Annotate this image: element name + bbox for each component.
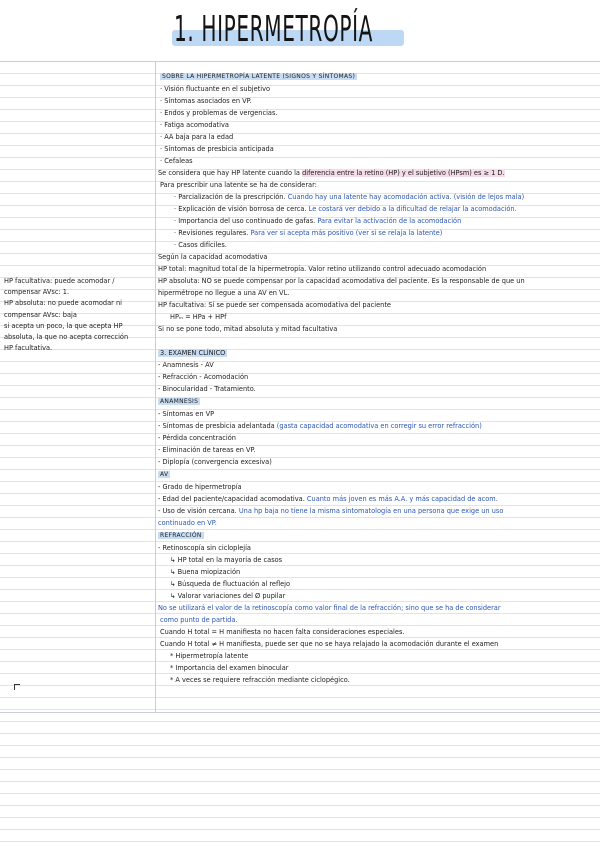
case-diff: Cuando H total ≠ H manifiesta, puede ser que no se haya relajado la acomodación durante el examen [160, 640, 499, 648]
hp-absolute-definition: HP absoluta: NO se puede compensar por la capacidad acomodativa del paciente. Es la responsable de que un [158, 277, 525, 285]
refraction-item: ↳ HP total en la mayoría de casos [170, 556, 283, 564]
refraction-item: ↳ Búsqueda de fluctuación al reflejo [170, 580, 291, 588]
sidebar-note: compensar AVsc: baja [4, 310, 77, 319]
footer-rule [0, 712, 600, 713]
formula-note: Si no se pone todo, mitad absoluta y mitad facultativa [158, 325, 338, 333]
prescribe-intro: Para prescribir una latente se ha de considerar: [160, 181, 317, 189]
sidebar-note: si acepta un poco, la que acepta HP [4, 321, 123, 330]
retino-note-cont: como punto de partida. [160, 616, 238, 624]
page-title-block [172, 4, 412, 60]
prescribe-item: · Casos difíciles. [174, 241, 227, 249]
latent-heading: SOBRE LA HIPERMETROPÍA LATENTE (SIGNOS Y SÍNTOMAS) [162, 73, 356, 80]
anamnesis-item: - Diplopía (convergencia excesiva) [158, 458, 272, 466]
main-notes [158, 70, 598, 686]
av-item: - Grado de hipermetropía [158, 483, 242, 491]
prescribe-item: · Importancia del uso continuado de gafas. Para evitar la activación de la acomodación [174, 217, 462, 225]
latent-item: · Endos y problemas de vergencias. [160, 109, 278, 117]
text-cursor-icon [14, 684, 20, 690]
latent-item: · AA baja para la edad [160, 133, 234, 141]
retino-note: No se utilizará el valor de la retinoscopía como valor final de la refracción; sino que se ha de considerar [158, 604, 501, 612]
accommodative-intro: Según la capacidad acomodativa [158, 253, 268, 261]
latent-item: · Fatiga acomodativa [160, 121, 229, 129]
hp-total-definition: HP total: magnitud total de la hipermetropía. Valor retino utilizando control adecuado acomodación [158, 265, 487, 273]
latent-rule: Se considera que hay HP latente cuando la diferencia entre la retino (HP) y el subjetivo (HPsm) es ≥ 1 D. [158, 169, 505, 177]
hp-absolute-definition-cont: hipermétrope no llegue a una AV en VL. [158, 289, 290, 297]
margin-rule [155, 62, 156, 712]
case-item: * Importancia del examen binocular [170, 664, 289, 672]
clinical-item: - Anamnesis - AV [158, 361, 214, 369]
latent-item: · Visión fluctuante en el subjetivo [160, 85, 271, 93]
latent-item: · Síntomas de presbicia anticipada [160, 145, 274, 153]
clinical-item: - Binocularidad - Tratamiento. [158, 385, 256, 393]
prescribe-item: · Revisiones regulares. Para ver si acepta más positivo (ver si se relaja la latente) [174, 229, 443, 237]
sidebar-notes [4, 276, 150, 354]
latent-rule-highlight: diferencia entre la retino (HP) y el subjetivo (HPsm) es ≥ 1 D. [302, 169, 505, 177]
anamnesis-item: - Síntomas de presbicia adelantada (gasta capacidad acomodativa en corregir su error refracción) [158, 422, 482, 430]
refraction-heading: REFRACCIÓN [160, 532, 202, 539]
prescribe-item: · Parcialización de la prescripción. Cuando hay una latente hay acomodación activa. (visión de lejos mala) [174, 193, 525, 201]
clinical-heading: 3. EXAMEN CLÍNICO [160, 349, 226, 357]
page-title: 1. HIPERMETROPÍA [174, 9, 374, 50]
refraction-item: ↳ Buena miopización [170, 568, 241, 576]
case-equal: Cuando H total = H manifiesta no hacen falta consideraciones especiales. [160, 628, 405, 636]
case-item: * A veces se requiere refracción mediante ciclopégico. [170, 676, 350, 684]
anamnesis-heading: ANAMNESIS [160, 398, 199, 405]
av-note-cont: continuado en VP. [158, 519, 217, 527]
prescribe-item: · Explicación de visión borrosa de cerca. Le costará ver debido a la dificultad de relajar la acomodación. [174, 205, 517, 213]
case-item: * Hipermetropía latente [170, 652, 249, 660]
header-rule [0, 61, 600, 62]
anamnesis-item: - Pérdida concentración [158, 434, 236, 442]
sidebar-note: HP facultativa. [4, 344, 53, 353]
hp-facultative-definition: HP facultativa: Sí se puede ser compensada acomodativa del paciente [158, 301, 391, 309]
latent-item: · Cefaleas [160, 157, 193, 165]
anamnesis-item: - Síntomas en VP [158, 410, 215, 418]
refraction-item: ↳ Valorar variaciones del Ø pupilar [170, 592, 286, 600]
refraction-intro: - Retinoscopía sin cicloplejía [158, 544, 251, 552]
av-heading: AV [160, 471, 169, 478]
sidebar-note: compensar AVsc: 1. [4, 288, 70, 297]
sidebar-note: HP facultativa: puede acomodar / [4, 277, 115, 285]
hp-formula: HPₘ = HPa + HPf [170, 313, 227, 321]
sidebar-note: absoluta, la que no acepta corrección [4, 333, 129, 342]
av-item: - Edad del paciente/capacidad acomodativa. Cuanto más joven es más A.A. y más capacidad de acom. [158, 495, 498, 503]
av-item: - Uso de visión cercana. Una hp baja no tiene la misma sintomatología en una persona que exige un uso [158, 507, 504, 515]
sidebar-note: HP absoluta: no puede acomodar ni [4, 299, 122, 308]
clinical-item: - Refracción - Acomodación [158, 373, 249, 381]
latent-item: · Síntomas asociados en VP. [160, 97, 252, 105]
anamnesis-item: - Eliminación de tareas en VP. [158, 446, 256, 454]
